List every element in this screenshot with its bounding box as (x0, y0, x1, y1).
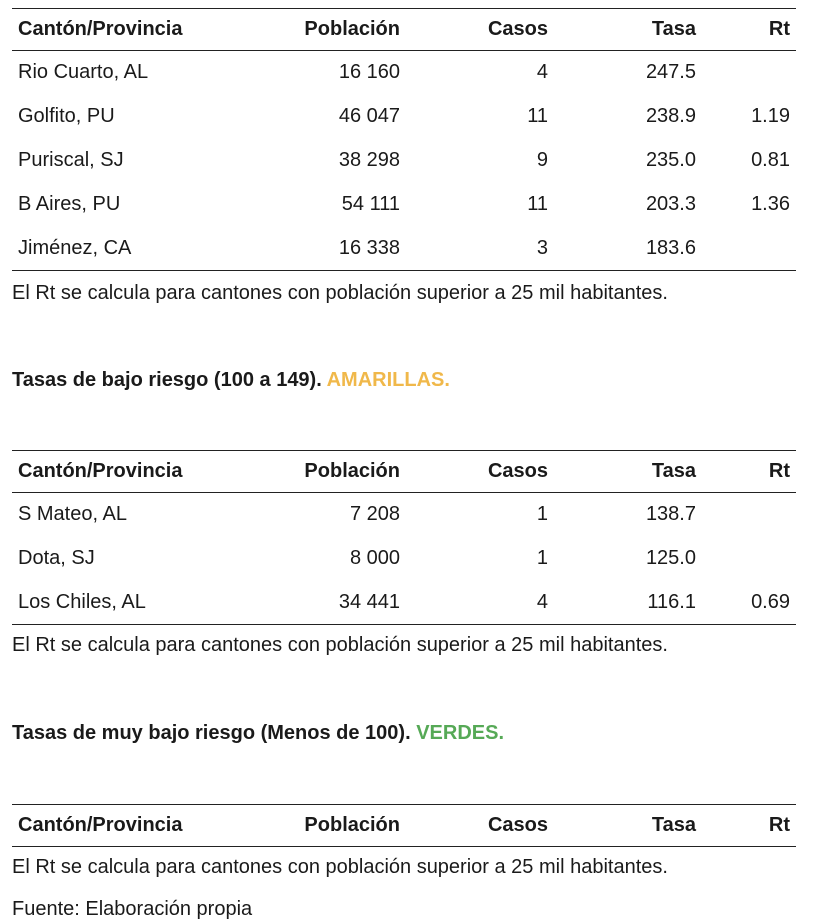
header-rt: Rt (702, 805, 796, 847)
cell-rt (702, 51, 796, 95)
cell-population: 16 160 (338, 61, 400, 84)
header-rate: Tasa (554, 451, 702, 493)
table-row (12, 139, 796, 183)
header-rt: Rt (702, 9, 796, 51)
cell-rate: 238.9 (645, 105, 696, 127)
cell-cases: 4 (406, 581, 554, 625)
cell-population: 46 047 (338, 105, 400, 127)
source-note: Fuente: Elaboración propia (12, 898, 253, 920)
table-row (12, 581, 796, 625)
table-low-risk (12, 450, 796, 625)
table-very-low-risk (12, 804, 796, 847)
cell-rt (702, 493, 796, 537)
cell-cases: 11 (527, 193, 548, 215)
cell-rate: 247.5 (645, 61, 696, 84)
table-note: El Rt se calcula para cantones con población superior a 25 mil habitantes. (12, 856, 668, 878)
cell-rt: 1.36 (751, 193, 790, 215)
cell-cases: 9 (536, 149, 548, 171)
cell-rt: 0.69 (702, 581, 796, 625)
header-rate: Tasa (554, 805, 702, 847)
cell-canton: Golfito, PU (18, 105, 115, 127)
section-heading-very-low-risk (12, 722, 504, 745)
cell-rate: 125.0 (645, 547, 696, 569)
cell-cases: 11 (527, 105, 548, 127)
cell-cases: 1 (536, 547, 548, 569)
cell-rate: 116.1 (554, 581, 702, 625)
cell-cases: 1 (536, 503, 548, 526)
table-row (12, 493, 796, 537)
section-title: Tasas de bajo riesgo (100 a 149). (12, 369, 322, 391)
header-canton: Cantón/Provincia (12, 451, 254, 493)
header-canton: Cantón/Provincia (12, 805, 254, 847)
cell-cases: 3 (406, 227, 554, 271)
cell-rate: 235.0 (645, 149, 696, 171)
header-cases: Casos (406, 9, 554, 51)
header-population: Población (254, 9, 406, 51)
header-canton: Cantón/Provincia (12, 9, 254, 51)
table-note: El Rt se calcula para cantones con población superior a 25 mil habitantes. (12, 282, 668, 304)
cell-canton: Los Chiles, AL (12, 581, 254, 625)
header-population: Población (254, 451, 406, 493)
header-rt: Rt (702, 451, 796, 493)
cell-canton: Puriscal, SJ (18, 149, 124, 171)
cell-rt: 1.19 (751, 105, 790, 127)
table-note: El Rt se calcula para cantones con población superior a 25 mil habitantes. (12, 634, 668, 656)
cell-rt: 0.81 (751, 149, 790, 171)
cell-population: 8 000 (349, 547, 400, 569)
header-population: Población (254, 805, 406, 847)
cell-canton: B Aires, PU (18, 193, 121, 215)
header-cases: Casos (406, 451, 554, 493)
header-cases: Casos (406, 805, 554, 847)
cell-rate: 183.6 (554, 227, 702, 271)
cell-population: 38 298 (338, 149, 400, 171)
table-row (12, 537, 796, 581)
table-header-row (12, 451, 796, 493)
cell-canton: Dota, SJ (18, 547, 95, 569)
table-high-risk (12, 8, 796, 271)
section-tag-green: VERDES. (416, 722, 505, 744)
cell-canton: Rio Cuarto, AL (18, 61, 149, 84)
cell-population: 16 338 (254, 227, 406, 271)
cell-population: 34 441 (254, 581, 406, 625)
table-row (12, 95, 796, 139)
table-header-row (12, 805, 796, 847)
section-heading-low-risk (12, 369, 450, 392)
section-tag-yellow: AMARILLAS. (326, 369, 450, 391)
cell-canton: S Mateo, AL (18, 503, 127, 526)
cell-cases: 4 (536, 61, 548, 84)
cell-canton: Jiménez, CA (12, 227, 254, 271)
cell-population: 7 208 (349, 503, 400, 526)
cell-rt (702, 227, 796, 271)
header-rate: Tasa (554, 9, 702, 51)
cell-population: 54 111 (341, 193, 400, 215)
table-row (12, 183, 796, 227)
cell-rate: 138.7 (645, 503, 696, 526)
cell-rate: 203.3 (645, 193, 696, 215)
table-row (12, 227, 796, 271)
table-row (12, 51, 796, 95)
cell-rt (702, 537, 796, 581)
section-title: Tasas de muy bajo riesgo (Menos de 100). (12, 722, 411, 744)
table-header-row (12, 9, 796, 51)
